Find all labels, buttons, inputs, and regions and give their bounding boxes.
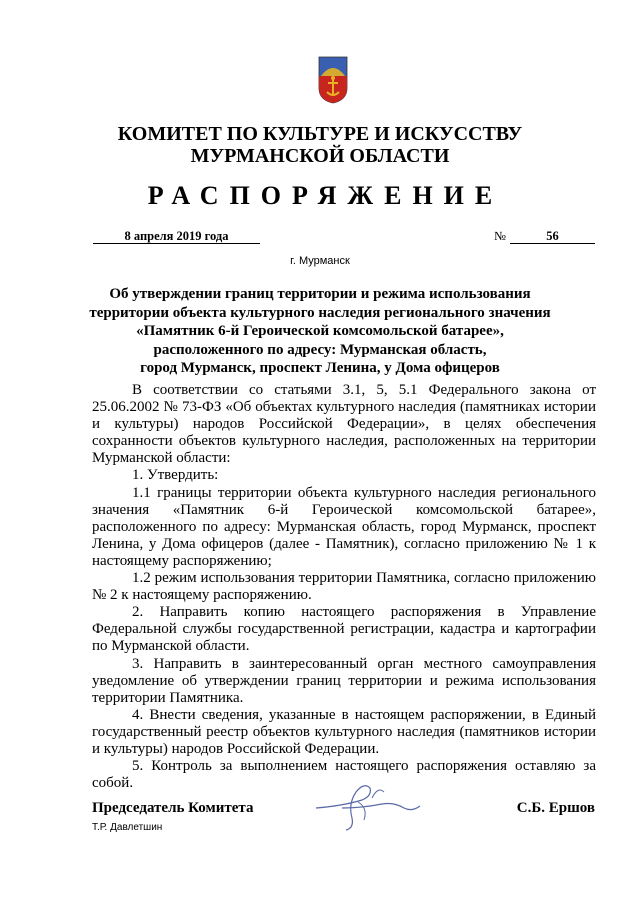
organization-name-line1: КОМИТЕТ ПО КУЛЬТУРЕ И ИСКУССТВУ [117, 123, 523, 145]
body-paragraph: 1.2 режим использования территории Памятника, согласно приложению № 2 к настоящему распоряжению. [92, 570, 596, 604]
handwritten-signature-icon [312, 778, 422, 834]
signer-title: Председатель Комитета [92, 800, 254, 816]
body-paragraph: 1. Утвердить: [132, 467, 219, 484]
document-type-title: РАСПОРЯЖЕНИЕ [147, 181, 504, 210]
body-paragraph: 1.1 границы территории объекта культурного наследия регионального значения «Памятник 6-й Героической комсомольской батарее», расположенного по адресу: Мурманская область, город Мурманск, проспект Ленина, у Дома офицеров (далее - Памятник), согласно приложению № 1 к настоящему распоряжению; [92, 484, 596, 569]
document-date: 8 апреля 2019 года [93, 229, 260, 244]
subject-line: город Мурманск, проспект Ленина, у Дома офицеров [140, 360, 500, 377]
body-paragraph: 5. Контроль за выполнением настоящего распоряжения оставляю за собой. [92, 758, 596, 792]
subject-line: Об утверждении границ территории и режима использования [109, 286, 531, 302]
city-name: г. Мурманск [290, 255, 350, 267]
signer-name: С.Б. Ершов [516, 800, 595, 816]
document-body [92, 382, 596, 792]
murmansk-coat-of-arms-icon [318, 56, 348, 104]
number-sign: № [494, 229, 506, 243]
document-subject [60, 285, 580, 378]
body-paragraph: 4. Внести сведения, указанные в настоящем распоряжении, в Единый государственный реестр объектов культурного наследия (памятников истории и культуры) народов Российской Федерации. [92, 706, 596, 757]
body-paragraph: 3. Направить в заинтересованный орган местного самоуправления уведомление об утверждении границ территории и режима использования территории Памятника. [92, 655, 596, 706]
subject-line: территории объекта культурного наследия регионального значения [89, 304, 551, 321]
document-number: 56 [510, 229, 595, 244]
organization-name-line2: МУРМАНСКОЙ ОБЛАСТИ [190, 145, 450, 167]
body-paragraph: В соответствии со статьями 3.1, 5, 5.1 Федерального закона от 25.06.2002 № 73-ФЗ «Об объектах культурного наследия (памятниках истории и культуры) народов Российской Федерации», в целях обеспечения сохранности объектов культурного наследия, расположенных на территории Мурманской области: [92, 382, 596, 467]
executor-name: Т.Р. Давлетшин [92, 822, 163, 833]
subject-line: «Памятник 6-й Героической комсомольской батарее», [136, 323, 504, 340]
body-paragraph: 2. Направить копию настоящего распоряжения в Управление Федеральной службы государственной регистрации, кадастра и картографии по Мурманской области. [92, 604, 596, 655]
subject-line: расположенного по адресу: Мурманская область, [153, 341, 487, 358]
